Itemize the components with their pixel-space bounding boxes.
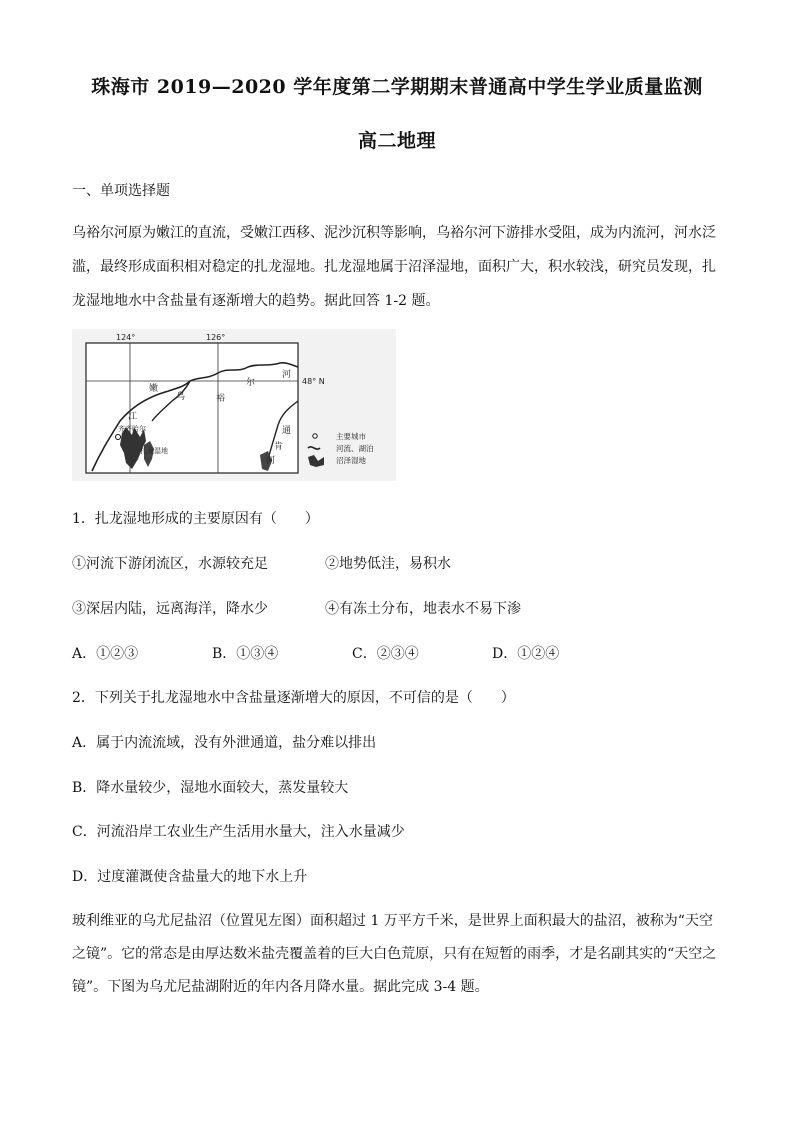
legend-wetland-icon — [308, 455, 324, 467]
label-wu: 乌 — [176, 392, 186, 402]
zhalong-map — [72, 329, 396, 481]
passage1-line-2: 滥，最终形成面积相对稳定的扎龙湿地。扎龙湿地属于沼泽湿地，面积广大，积水较浅，研究员发现，扎 — [72, 259, 716, 275]
q1-statement-3: ③深居内陆，远离海洋，降水少 — [72, 601, 268, 617]
passage2-line-1: 玻利维亚的乌尤尼盐沼（位置见左图）面积超过 1 万平方千米，是世界上面积最大的盐沼，被称为“天空 — [72, 913, 713, 929]
q1-statement-4: ④有冻土分布，地表水不易下渗 — [325, 601, 521, 617]
q2-stem: 2．下列关于扎龙湿地水中含盐量逐渐增大的原因，不可信的是（ ） — [72, 690, 515, 706]
label-zhalong-wetland: 扎龙湿地 — [140, 447, 168, 455]
exam-subtitle: 高二地理 — [357, 130, 436, 152]
lat-label-48: 48° N — [302, 377, 325, 386]
section-heading: 一、单项选择题 — [72, 183, 170, 199]
q2-option-c: C．河流沿岸工农业生产生活用水量大，注入水量减少 — [72, 824, 405, 840]
legend-river-icon — [308, 447, 320, 449]
passage2-line-2: 之镜”。它的常态是由厚达数米盐壳覆盖着的巨大白色荒原，只有在短暂的雨季，才是名副其实的“天空之 — [72, 946, 717, 962]
q1-option-c: C．②③④ — [352, 646, 419, 662]
q1-option-a: A．①②③ — [72, 646, 139, 662]
passage1-line-1: 乌裕尔河原为嫩江的直流，受嫩江西移、泥沙沉积等影响，乌裕尔河下游排水受阻，成为内流河，河水泛 — [72, 225, 716, 241]
legend-city-label: 主要城市 — [336, 432, 366, 441]
qiqihar-city-marker — [116, 435, 121, 440]
label-yu: 裕 — [216, 394, 226, 404]
label-jiang: 江 — [128, 412, 138, 422]
q1-statement-1: ①河流下游闭流区，水源较充足 — [72, 556, 268, 572]
map-figure — [72, 329, 396, 481]
lon-label-126: 126° — [206, 333, 226, 342]
q2-option-d: D．过度灌溉使含盐量大的地下水上升 — [72, 869, 308, 885]
q1-statement-2: ②地势低洼，易积水 — [325, 556, 451, 572]
label-nen: 嫩 — [149, 384, 159, 394]
q2-option-a: A．属于内流流域，没有外泄通道，盐分难以排出 — [72, 735, 377, 751]
label-ken: 肯 — [274, 442, 284, 452]
label-er: 尔 — [246, 378, 256, 388]
q1-stem: 1．扎龙湿地形成的主要原因有（ ） — [72, 511, 319, 527]
label-tong: 通 — [282, 426, 292, 436]
exam-title: 珠海市 2019—2020 学年度第二学期期末普通高中学生学业质量监测 — [91, 76, 703, 98]
q1-option-b: B．①③④ — [212, 646, 279, 662]
legend-wetland-label: 沼泽湿地 — [336, 456, 366, 465]
label-he-1: 河 — [282, 370, 292, 380]
label-qiqihar: 齐齐哈尔 — [118, 425, 146, 433]
legend-river-label: 河流、湖泊 — [336, 444, 374, 453]
legend-city-icon — [313, 434, 317, 438]
passage2-line-3: 镜”。下图为乌尤尼盐湖附近的年内各月降水量。据此完成 3-4 题。 — [72, 979, 489, 995]
q1-option-d: D．①②④ — [492, 646, 560, 662]
passage1-line-3: 龙湿地地水中含盐量有逐渐增大的趋势。据此回答 1-2 题。 — [72, 293, 440, 309]
lon-label-124: 124° — [116, 333, 136, 342]
q2-option-b: B．降水量较少，湿地水面较大，蒸发量较大 — [72, 780, 349, 796]
label-he-2: 河 — [266, 456, 276, 466]
